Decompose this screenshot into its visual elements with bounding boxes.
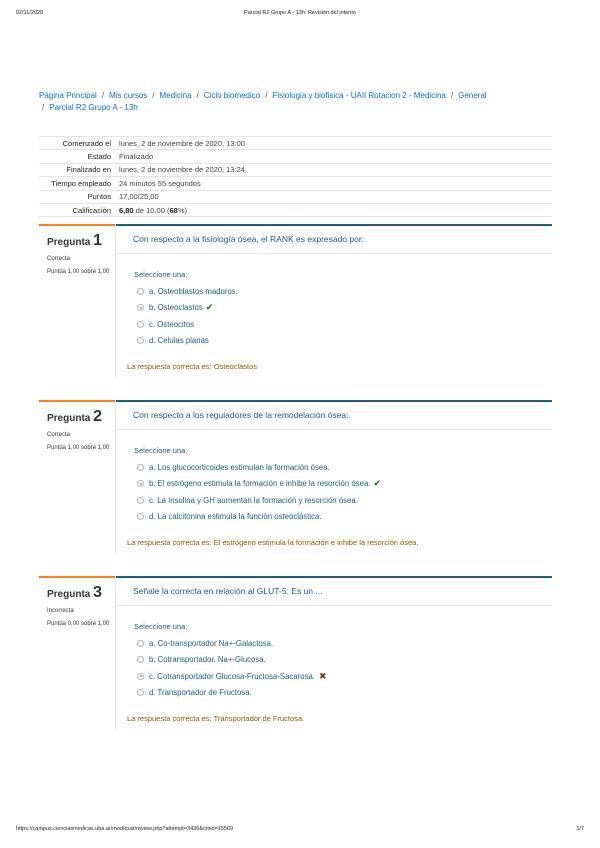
radio-button-checked[interactable] [137,673,144,680]
right-answer: La respuesta correcta es: Osteoclastos [127,362,258,371]
grade-out-of: de 10,00 ( [133,205,170,215]
question-num: 1 [93,232,103,249]
answer-text: d. Transportador de Fructosa. [149,688,252,698]
radio-button-checked[interactable] [137,304,144,311]
answer-list [137,283,552,349]
answer-text: a. Co-transportador Na+-Galactosa. [149,638,274,648]
breadcrumb-separator: / [265,91,268,100]
radio-button[interactable] [137,337,144,344]
answer-text: a. Los glucocorticoides estimulan la formación ósea. [149,462,330,472]
radio-button[interactable] [137,464,144,471]
print-date: 02/11/2020 [16,10,44,16]
breadcrumb-separator: / [450,91,454,100]
answer-option[interactable] [137,333,552,350]
answer-list [137,459,552,525]
breadcrumb-item-quiz[interactable]: Parcial R2 Grupo A - 13h [49,103,138,112]
attempt-summary-table [39,136,552,217]
radio-button[interactable] [137,513,144,520]
grade-percent: 68 [169,205,178,215]
summary-label: Finalizado en [66,165,111,175]
summary-label: Puntos [87,192,111,202]
answer-option[interactable] [137,316,552,333]
print-title: Parcial R2 Grupo A - 13h: Revisión del intento [244,10,356,16]
breadcrumb-separator: / [101,91,105,100]
answer-prompt: Seleccione una: [134,622,188,631]
question-content [116,224,552,371]
answer-option[interactable] [137,635,552,652]
breadcrumb-separator: / [42,103,45,112]
divider-accent [39,400,115,402]
summary-value: 17,00/25,00 [119,192,159,202]
question-num: 2 [93,408,103,425]
answer-option[interactable] [137,652,552,669]
breadcrumb-item-home[interactable]: Página Principal [39,91,97,100]
answer-option[interactable] [137,668,552,685]
divider-accent [39,576,115,578]
answer-text: b. El estrógeno estimula la formación e inhibe la resorción ósea. [149,479,371,489]
answer-option[interactable] [137,685,552,702]
question-state: Correcta [47,432,71,438]
summary-label: Calificación [72,205,111,215]
summary-value: 24 minutos 55 segundos [119,178,201,188]
question-label: Pregunta [47,589,91,600]
answer-option[interactable] [137,509,552,526]
print-url: https://campus.cienciasmedicas.uba.ar/mod/quiz/review.php?attempt=3436&cmid=15569 [16,826,234,832]
radio-button[interactable] [137,497,144,504]
breadcrumb-separator: / [152,91,155,100]
answer-text: b. Cotransportador, Na+-Glucosa. [149,655,266,665]
radio-button[interactable] [137,321,144,328]
question-content [116,400,552,547]
question-number [47,584,113,602]
grade-score: 6,80 [119,205,134,215]
answer-option[interactable] [137,492,552,509]
question-state: Incorrecta [47,608,74,614]
answer-option[interactable] [137,476,552,493]
print-header [16,10,584,20]
question-text: Con respecto a la fisiología ósea, el RANK es expresado por: [116,224,552,254]
question-label: Pregunta [47,413,91,424]
breadcrumb-item-course[interactable]: Fisiologia y biofisica - UAII Rotacion 2 - Medicina [272,91,446,100]
breadcrumb-item-medicina[interactable]: Medicina [159,91,192,100]
question-info [47,408,113,453]
breadcrumb-item-ciclo[interactable]: Ciclo biomedico [203,91,261,100]
check-icon: ✔ [205,302,214,313]
answer-option[interactable] [137,459,552,476]
question-number [47,408,113,426]
breadcrumb-item-my-courses[interactable]: Mis cursos [109,91,148,100]
breadcrumb-item-general[interactable]: General [458,91,487,100]
question-state: Correcta [47,256,71,262]
answer-text: b. Osteoclastos [149,303,203,313]
answer-option[interactable] [137,283,552,300]
radio-button[interactable] [137,640,144,647]
question-grade: Puntúa 1,00 sobre 1,00 [47,445,110,451]
summary-row [39,190,552,203]
question-grade: Puntúa 0,00 sobre 1,00 [47,621,110,627]
radio-button[interactable] [137,689,144,696]
question-text: Señale la correcta en relación al GLUT-5: Es un ... [116,576,552,606]
answer-prompt: Seleccione una: [134,446,188,455]
radio-button[interactable] [137,288,144,295]
grade-value [117,203,552,216]
right-answer: La respuesta correcta es: Transportador de Fructosa. [127,714,305,723]
divider-accent [39,224,115,226]
radio-button[interactable] [137,656,144,663]
summary-value: lunes, 2 de noviembre de 2020, 13:24 [119,165,245,175]
answer-text: d. La calcitonina estimula la función osteoclástica. [149,512,322,522]
summary-row [39,137,552,150]
print-footer [16,826,584,836]
question-number [47,232,113,250]
summary-row [39,150,552,163]
answer-text: c. Cotransportador Glucosa-Fructosa-Sacarosa. [149,671,315,681]
answer-prompt: Seleccione una: [134,270,188,279]
question-content [116,576,552,723]
check-icon: ✔ [373,478,382,489]
answer-text: c. La Insulina y GH aumentan la formación y resorción ósea. [149,495,358,505]
radio-button-checked[interactable] [137,480,144,487]
breadcrumb-separator: / [196,91,199,100]
print-page-count: 1/7 [576,826,584,832]
grade-percent-suffix: %) [177,205,187,215]
question-info [47,232,113,277]
question-num: 3 [93,584,103,601]
summary-value: Finalizado [119,152,154,162]
answer-text: d. Celulas planas [149,336,209,346]
question-grade: Puntúa 1,00 sobre 1,00 [47,269,110,275]
right-answer: La respuesta correcta es: El estrógeno estimula la formación e inhibe la resorción ósea. [127,538,419,547]
breadcrumb [39,90,559,114]
summary-row-grade [39,203,552,216]
question-label: Pregunta [47,237,91,248]
summary-row [39,177,552,190]
cross-icon: ✖ [318,670,327,681]
answer-list [137,635,552,701]
summary-value: lunes, 2 de noviembre de 2020, 13:00 [119,138,245,148]
summary-label: Estado [87,152,111,162]
question-info [47,584,113,629]
answer-text: a. Osteoblastos maduros. [149,286,238,296]
question-text: Con respecto a los reguladores de la remodelación ósea: [116,400,552,430]
answer-option[interactable] [137,300,552,317]
answer-text: c. Osteocitos [149,319,195,329]
summary-row [39,163,552,176]
summary-label: Tiempo empleado [51,178,111,188]
summary-label: Comenzado el [62,138,111,148]
